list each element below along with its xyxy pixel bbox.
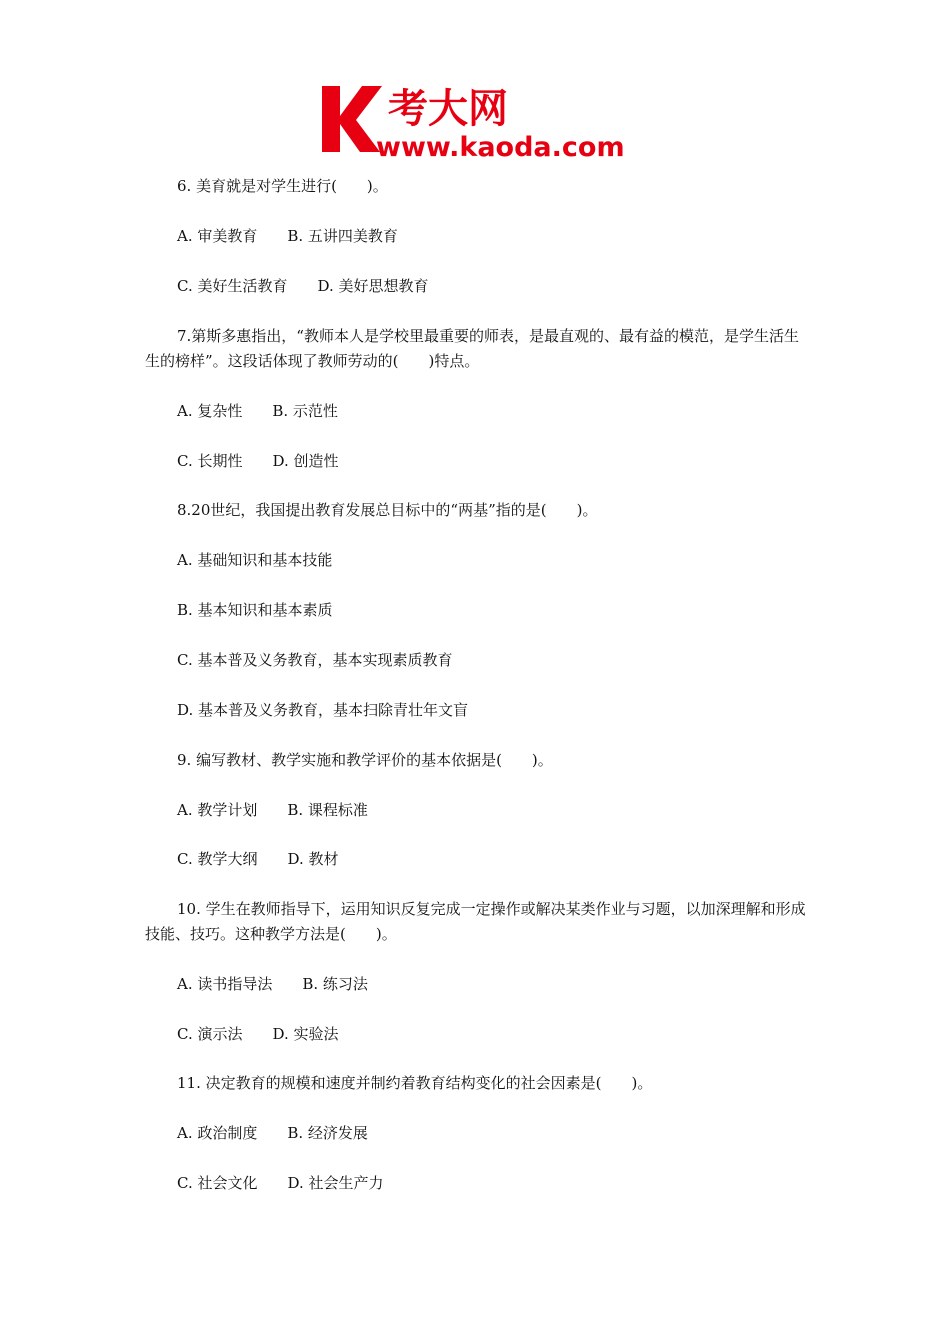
q6-option-a: A. 审美教育	[177, 227, 258, 245]
kaoda-logo	[318, 80, 638, 162]
logo-brand-text: 考大网	[388, 86, 508, 132]
q11-option-c: C. 社会文化	[177, 1174, 258, 1192]
q9-option-d: D. 教材	[287, 850, 339, 868]
q8-stem: 8.20世纪，我国提出教育发展总目标中的“两基”指的是( )。	[177, 501, 598, 519]
q10-options-cd	[177, 1022, 339, 1047]
q9-options-ab	[177, 798, 368, 823]
q8-option-d: D. 基本普及义务教育，基本扫除青壮年文盲	[177, 701, 469, 719]
q11-options-cd	[177, 1171, 384, 1196]
q11-options-ab	[177, 1121, 368, 1146]
q10-option-a: A. 读书指导法	[177, 975, 273, 993]
q7-option-c: C. 长期性	[177, 452, 243, 470]
q8-option-b: B. 基本知识和基本素质	[177, 601, 333, 619]
q9-stem: 9. 编写教材、教学实施和教学评价的基本依据是( )。	[177, 751, 553, 769]
q10-option-b: B. 练习法	[302, 975, 368, 993]
q10-option-c: C. 演示法	[177, 1025, 243, 1043]
q6-options-ab	[177, 224, 398, 249]
q11-option-a: A. 政治制度	[177, 1124, 258, 1142]
q6-option-d: D. 美好思想教育	[317, 277, 429, 295]
q9-option-b: B. 课程标准	[287, 801, 368, 819]
q8-option-c: C. 基本普及义务教育，基本实现素质教育	[177, 651, 453, 669]
q11-option-d: D. 社会生产力	[287, 1174, 384, 1192]
q9-option-c: C. 教学大纲	[177, 850, 258, 868]
q7-option-b: B. 示范性	[272, 402, 338, 420]
logo-url-text: www.kaoda.com	[376, 132, 625, 162]
q9-options-cd	[177, 847, 339, 872]
q6-option-c: C. 美好生活教育	[177, 277, 288, 295]
q8-option-a: A. 基础知识和基本技能	[177, 551, 333, 569]
q11-option-b: B. 经济发展	[287, 1124, 368, 1142]
q9-option-a: A. 教学计划	[177, 801, 258, 819]
q10-options-ab	[177, 972, 368, 997]
q6-options-cd	[177, 274, 429, 299]
q7-options-cd	[177, 449, 339, 474]
q10-stem: 10. 学生在教师指导下，运用知识反复完成一定操作或解决某类作业与习题，以加深理解和形成技能、技巧。这种教学方法是( )。	[145, 900, 806, 943]
q7-options-ab	[177, 399, 338, 424]
q7-stem: 7.第斯多惠指出，“教师本人是学校里最重要的师表，是最直观的、最有益的模范，是学生活生生的榜样”。这段话体现了教师劳动的( )特点。	[145, 327, 799, 370]
k-mark-icon	[322, 86, 382, 152]
q11-stem: 11. 决定教育的规模和速度并制约着教育结构变化的社会因素是( )。	[177, 1074, 653, 1092]
kaoda-logo-graphic	[318, 80, 638, 162]
q6-option-b: B. 五讲四美教育	[287, 227, 398, 245]
q7-option-d: D. 创造性	[272, 452, 339, 470]
q10-option-d: D. 实验法	[272, 1025, 339, 1043]
q6-stem: 6. 美育就是对学生进行( )。	[177, 177, 388, 195]
q7-option-a: A. 复杂性	[177, 402, 243, 420]
